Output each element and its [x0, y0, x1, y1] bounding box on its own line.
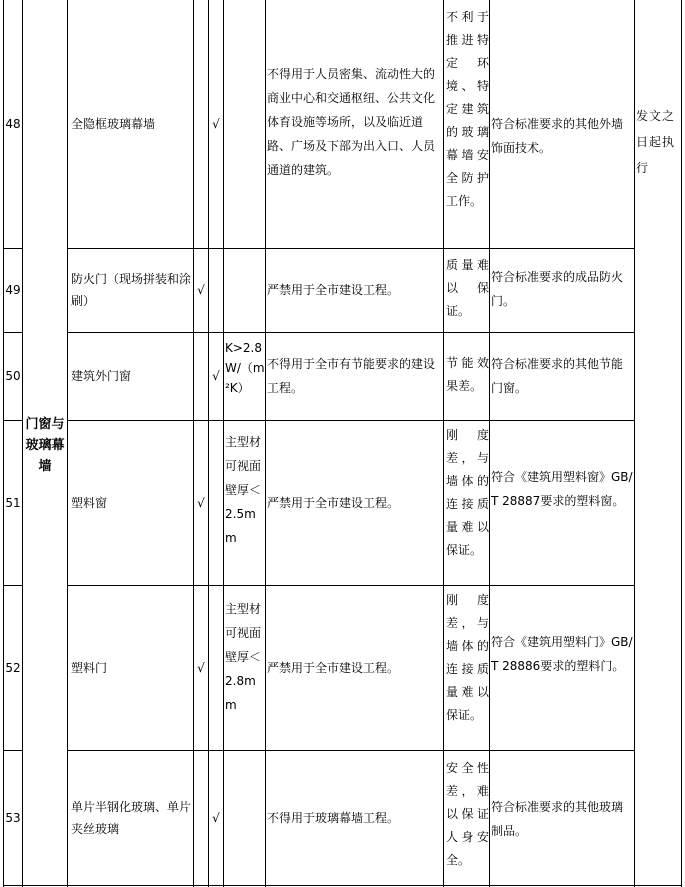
restriction-scope: 不得用于人员密集、流动性大的商业中心和交通枢纽、公共文化体育设施等场所，以及临近道路、广场及下部为出入口、人员通道的建筑。 — [267, 67, 436, 177]
item-name: 全隐框玻璃幕墙 — [71, 117, 156, 131]
check-mark: √ — [197, 660, 205, 675]
row-number: 51 — [5, 495, 21, 510]
check-mark: √ — [212, 810, 220, 825]
restriction-scope: 不得用于全市有节能要求的建设工程。 — [267, 357, 436, 395]
alternative-product: 符合《建筑用塑料窗》GB/T 28887要求的塑料窗。 — [491, 470, 633, 508]
item-name: 单片半钢化玻璃、单片夹丝玻璃 — [71, 799, 192, 836]
restriction-scope: 严禁用于全市建设工程。 — [267, 495, 400, 510]
alternative-product: 符合标准要求的成品防火门。 — [491, 270, 624, 308]
restriction-reason: 节能效果差。 — [446, 356, 489, 393]
row-number: 52 — [5, 660, 21, 675]
item-name: 建筑外门窗 — [71, 369, 132, 383]
restriction-reason: 刚度差，与墙体的连接质量难以保证。 — [446, 593, 489, 722]
restriction-reason: 不利于推进特定环境、特定建筑的玻璃幕墙安全防护工作。 — [446, 10, 489, 208]
alternative-product: 符合标准要求的其他玻璃制品。 — [491, 800, 624, 838]
technical-parameter: 主型材可视面壁厚＜2.5mm — [225, 435, 262, 545]
item-name: 防火门（现场拼装和涂刷） — [71, 272, 192, 308]
restriction-scope: 不得用于玻璃幕墙工程。 — [267, 810, 400, 825]
technical-parameter: 主型材可视面壁厚＜2.8mm — [225, 602, 262, 712]
restriction-reason: 质量难以保证。 — [446, 258, 489, 318]
alternative-product: 符合《建筑用塑料门》GB/T 28886要求的塑料门。 — [491, 635, 633, 673]
restriction-reason: 刚度差，与墙体的连接质量难以保证。 — [446, 428, 489, 557]
alternative-product: 符合标准要求的其他外墙饰面技术。 — [491, 117, 624, 155]
item-name: 塑料门 — [71, 660, 108, 675]
check-mark: √ — [197, 495, 205, 510]
restriction-scope: 严禁用于全市建设工程。 — [267, 660, 400, 675]
row-number: 53 — [5, 810, 21, 825]
technical-parameter: K>2.8W/（m²K） — [225, 341, 265, 395]
effective-note: 发文之日起执行 — [636, 109, 676, 175]
restriction-scope: 严禁用于全市建设工程。 — [267, 283, 400, 297]
check-mark: √ — [212, 369, 220, 383]
row-number: 49 — [5, 283, 21, 297]
row-number: 48 — [5, 117, 21, 131]
category-cell: 门窗与玻璃幕墙 — [25, 416, 65, 474]
check-mark: √ — [212, 117, 220, 131]
item-name: 塑料窗 — [71, 495, 108, 510]
restriction-reason: 安全性差，难以保证人身安全。 — [446, 761, 489, 867]
row-number: 50 — [5, 369, 21, 383]
check-mark: √ — [197, 283, 205, 297]
alternative-product: 符合标准要求的其他节能门窗。 — [491, 357, 624, 395]
